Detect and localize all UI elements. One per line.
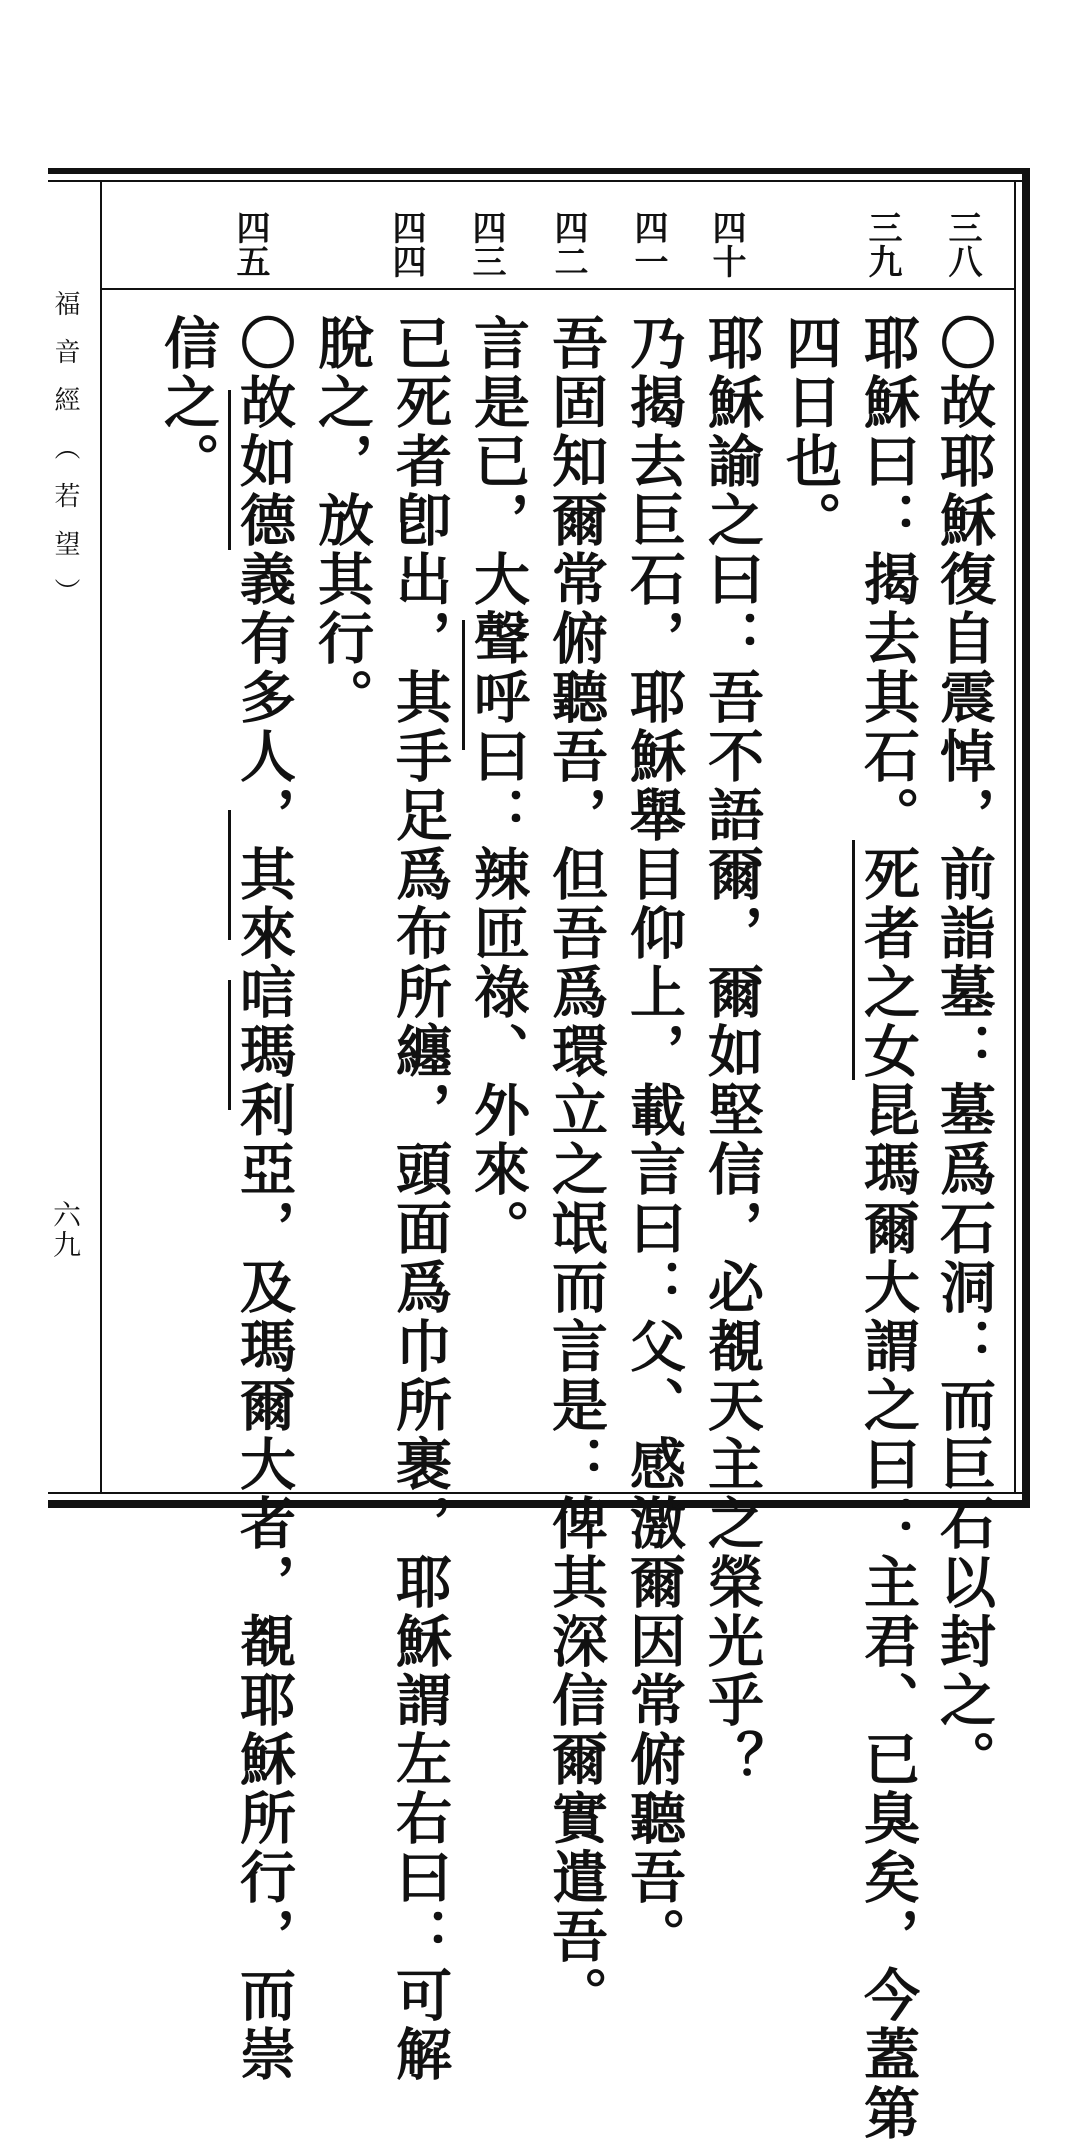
text-column: 脫之，放其行。 <box>309 314 375 727</box>
text-column: 乃揭去巨石，耶穌舉目仰上，載言曰：父、感激爾因常俯聽吾。 <box>621 314 687 1966</box>
verse-number: 三八 <box>942 210 982 278</box>
verse-number-divider <box>102 288 1014 290</box>
text-column: 信之。 <box>155 314 221 491</box>
text-column: 〇故耶穌復自震悼，前詣墓：墓爲石洞：而巨石以封之。 <box>931 314 997 1789</box>
frame-left-border <box>100 182 102 1494</box>
verse-number: 四四 <box>386 210 426 278</box>
book-title: 福音經（若望） <box>50 290 80 626</box>
proper-name-mark <box>852 840 855 1080</box>
verse-number: 四三 <box>466 210 506 278</box>
text-column: 四日也。 <box>777 314 843 550</box>
text-column: 已死者卽出，其手足爲布所纏，頭面爲巾所裹，耶穌謂左右曰：可解 <box>387 314 453 2084</box>
proper-name-mark <box>228 980 231 1110</box>
frame-top-border <box>48 168 1030 174</box>
text-column: 言是已，大聲呼曰：辣匝祿、外來。 <box>465 314 531 1258</box>
frame-right-inner-border <box>1014 180 1016 1494</box>
text-column: 吾固知爾常俯聽吾，但吾爲環立之氓而言是：俾其深信爾實遣吾。 <box>543 314 609 2025</box>
page-number: 六九 <box>49 1200 82 1260</box>
verse-number: 四十 <box>706 210 746 278</box>
proper-name-mark <box>228 390 231 550</box>
verse-number: 三九 <box>862 210 902 278</box>
frame-right-border <box>1022 168 1030 1508</box>
proper-name-mark <box>228 810 231 940</box>
text-column: 耶穌曰：揭去其石。死者之女昆瑪爾大謂之曰：主君、已臭矣，今蓋第 <box>855 314 921 2143</box>
verse-number: 四一 <box>628 210 668 278</box>
frame-top-inner-border <box>48 180 1030 182</box>
verse-number: 四二 <box>548 210 588 278</box>
text-column: 〇故如德義有多人，其來唁瑪利亞，及瑪爾大者，覩耶穌所行，而崇 <box>231 314 297 2084</box>
verse-number: 四五 <box>230 210 270 278</box>
proper-name-mark <box>462 620 465 750</box>
text-column: 耶穌諭之曰：吾不語爾，爾如堅信，必覩天主之榮光乎？ <box>699 314 765 1789</box>
